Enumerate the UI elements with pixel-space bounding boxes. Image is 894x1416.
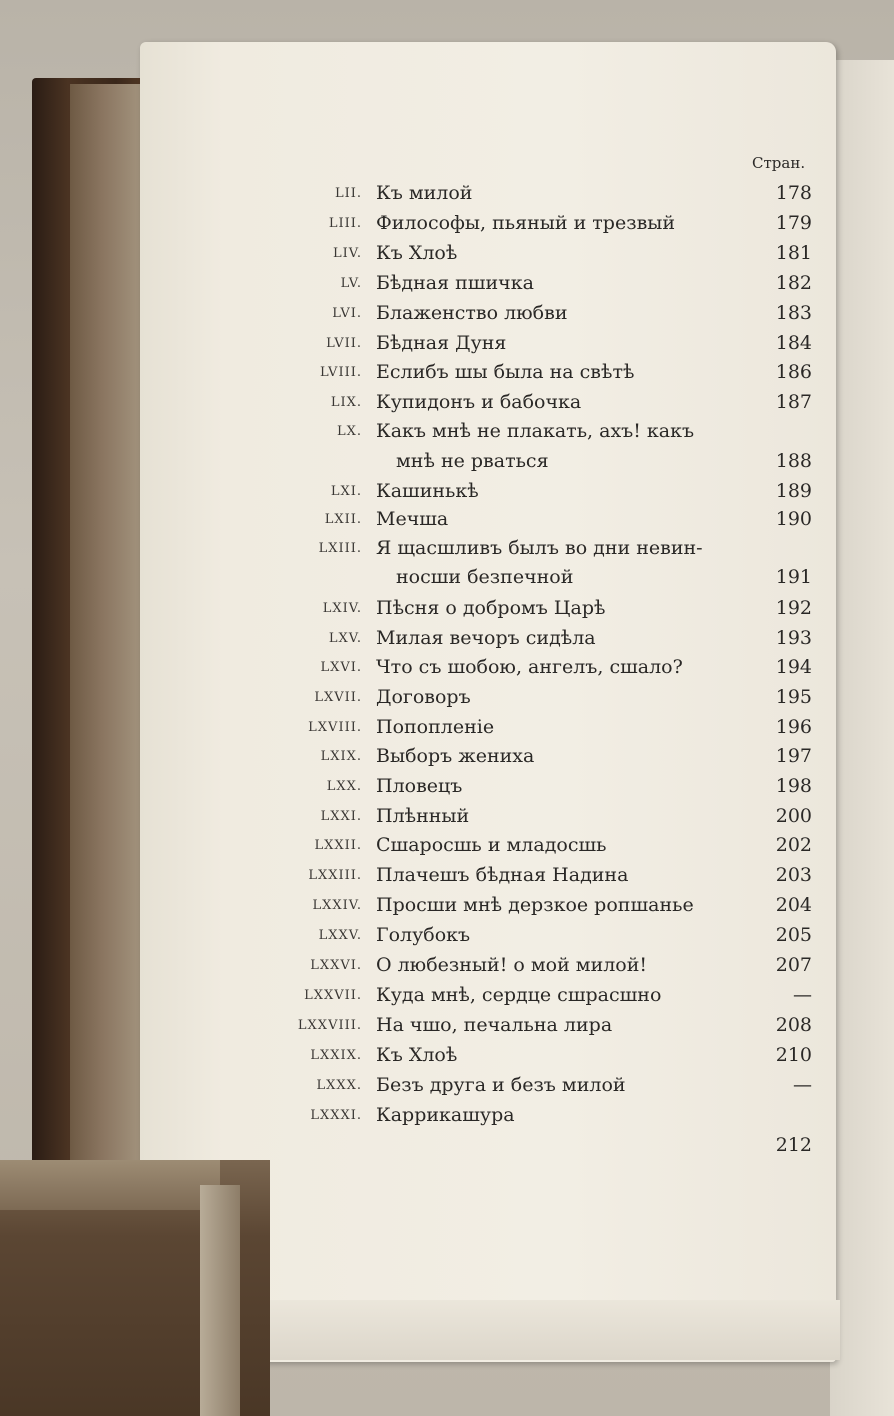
entry-page-number: 193: [775, 627, 812, 649]
entry-title: Пѣсня о добромъ Царѣ: [376, 597, 606, 619]
entry-numeral: LXX.: [326, 779, 362, 794]
entry-numeral: LV.: [340, 276, 362, 291]
entry-title: Философы, пьяный и трезвый: [376, 212, 676, 234]
entry-page-number: 197: [775, 745, 812, 767]
entry-page-number: 182: [775, 272, 812, 294]
entry-numeral: LXIX.: [320, 749, 362, 764]
entry-page-number: 183: [775, 302, 812, 324]
entry-numeral: LXXIX.: [310, 1048, 362, 1063]
entry-page-number: 187: [775, 391, 812, 413]
entry-title: Блаженство любви: [376, 302, 568, 324]
entry-page-number: 194: [775, 656, 812, 678]
entry-page-number: 202: [775, 834, 812, 856]
page-column-header: Стран.: [752, 154, 806, 172]
entry-title: Договоръ: [376, 686, 471, 708]
entry-numeral: LXIV.: [322, 601, 362, 616]
entry-numeral: LXVI.: [320, 660, 362, 675]
entry-title: Какъ мнѣ не плакать, ахъ! какъ: [376, 420, 695, 442]
entry-numeral: LXXVII.: [304, 988, 362, 1003]
entry-numeral: LX.: [336, 424, 362, 439]
entry-title-continued: носши безпечной: [396, 566, 574, 588]
entry-title: Къ милой: [376, 182, 473, 204]
entry-page-number: 178: [775, 182, 812, 204]
entry-numeral: LXXI.: [320, 809, 362, 824]
entry-numeral: LXVIII.: [308, 720, 362, 735]
entry-title: Къ Хлоѣ: [376, 242, 458, 264]
entry-title-continued: мнѣ не рваться: [396, 450, 549, 472]
entry-page-number: 186: [775, 361, 812, 383]
entry-page-number: —: [793, 984, 812, 1006]
entry-numeral: LXXVI.: [310, 958, 362, 973]
entry-title: Къ Хлоѣ: [376, 1044, 458, 1066]
entry-title: Плѣнный: [376, 805, 470, 827]
entry-title: На чшо, печальна лира: [376, 1014, 613, 1036]
entry-title: О любезный! о мой милой!: [376, 954, 648, 976]
entry-title: Что съ шобою, ангелъ, сшало?: [376, 656, 683, 678]
entry-page-number: 198: [775, 775, 812, 797]
entry-page-number: 191: [775, 566, 812, 588]
entry-numeral: LXXII.: [314, 838, 362, 853]
entry-title: Голубокъ: [376, 924, 471, 946]
entry-title: Кашинькѣ: [376, 480, 479, 502]
entry-title: Просши мнѣ дерзкое ропшанье: [376, 894, 694, 916]
entry-numeral: LVI.: [332, 306, 362, 321]
entry-numeral: LVII.: [326, 336, 362, 351]
entry-page-number: 196: [775, 716, 812, 738]
entry-page-number: 195: [775, 686, 812, 708]
entry-title: Милая вечоръ сидѣла: [376, 627, 596, 649]
entry-page-number: 210: [775, 1044, 812, 1066]
entry-numeral: LXXV.: [318, 928, 362, 943]
entry-title: Сшаросшь и младосшь: [376, 834, 607, 856]
entry-page-number: 204: [775, 894, 812, 916]
entry-page-number: 207: [775, 954, 812, 976]
entry-title: Выборъ жениха: [376, 745, 535, 767]
entry-numeral: LXXVIII.: [297, 1018, 362, 1033]
entry-title: Купидонъ и бабочка: [376, 391, 582, 413]
entry-title: Мечша: [376, 508, 449, 530]
entry-page-number: 208: [775, 1014, 812, 1036]
entry-page-number: 205: [775, 924, 812, 946]
entry-page-number: 181: [775, 242, 812, 264]
entry-page-number: 212: [775, 1134, 812, 1156]
entry-page-number: 203: [775, 864, 812, 886]
entry-numeral: LXIII.: [318, 541, 362, 556]
entry-page-number: 190: [775, 508, 812, 530]
entry-numeral: LXXXI.: [310, 1108, 362, 1123]
entry-title: Куда мнѣ, сердце сшрасшно: [376, 984, 662, 1006]
entry-numeral: LXI.: [330, 484, 362, 499]
entry-page-number: 192: [775, 597, 812, 619]
entry-page-number: 179: [775, 212, 812, 234]
entry-numeral: LXXX.: [316, 1078, 362, 1093]
entry-numeral: LXXIV.: [312, 898, 362, 913]
entry-title: Попопленіе: [376, 716, 495, 738]
entry-page-number: 184: [775, 332, 812, 354]
entry-title: Бѣдная пшичка: [376, 272, 534, 294]
entry-title: Плачешъ бѣдная Надина: [376, 864, 629, 886]
entry-title: Безъ друга и безъ милой: [376, 1074, 626, 1096]
entry-numeral: LXXIII.: [308, 868, 362, 883]
entry-numeral: LIX.: [330, 395, 362, 410]
entry-page-number: 189: [775, 480, 812, 502]
entry-numeral: LXII.: [324, 512, 362, 527]
entry-numeral: LIV.: [332, 246, 362, 261]
entry-title: Пловецъ: [376, 775, 463, 797]
entry-title: Каррикашура: [376, 1104, 515, 1126]
entry-title: Я щасшливъ былъ во дни невин-: [376, 537, 703, 559]
entry-title: Бѣдная Дуня: [376, 332, 507, 354]
entry-page-number: 188: [775, 450, 812, 472]
entry-page-number: —: [793, 1074, 812, 1096]
entry-numeral: LIII.: [328, 216, 362, 231]
entry-numeral: LVIII.: [319, 365, 362, 380]
entry-title: Еслибъ шы была на свѣтѣ: [376, 361, 635, 383]
entry-page-number: 200: [775, 805, 812, 827]
entry-numeral: LXVII.: [314, 690, 362, 705]
entry-numeral: LXV.: [328, 631, 362, 646]
entry-numeral: LII.: [334, 186, 362, 201]
